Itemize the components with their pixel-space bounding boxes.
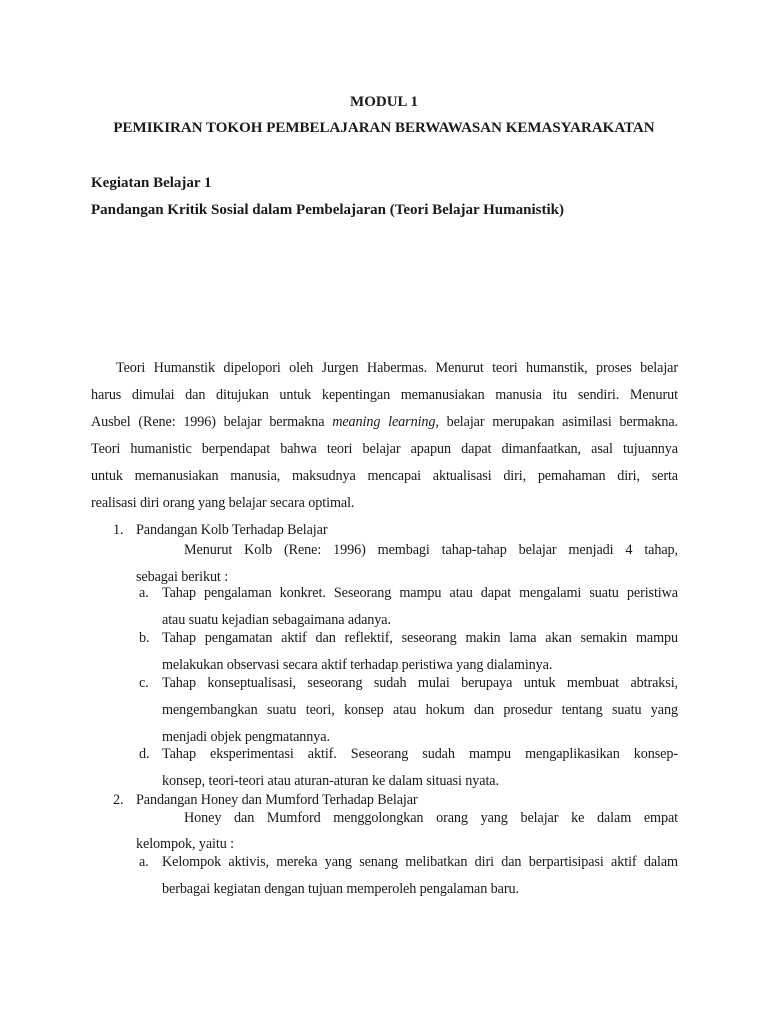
section-1-desc-line-2: sebagai berikut :	[136, 569, 229, 585]
section-2-desc-line-1: Honey dan Mumford menggolongkan orang yang belajar ke dalam empat	[184, 810, 678, 826]
list-item-line: Tahap eksperimentasi aktif. Seseorang sudah mampu mengaplikasikan konsep-	[162, 746, 678, 762]
module-number: MODUL 1	[350, 94, 418, 110]
intro-line-1: Teori Humanstik dipelopori oleh Jurgen Habermas. Menurut teori humanstik, proses belajar	[116, 360, 678, 376]
list-item-line: berbagai kegiatan dengan tujuan memperoleh pengalaman baru.	[162, 881, 519, 897]
list-item-line: Tahap pengalaman konkret. Seseorang mampu atau dapat mengalami suatu peristiwa	[162, 585, 678, 601]
section-1-title: Pandangan Kolb Terhadap Belajar	[136, 522, 328, 538]
list-item-letter: a.	[139, 854, 149, 870]
list-item-letter: c.	[139, 675, 149, 691]
intro-line-2: harus dimulai dan ditujukan untuk kepentingan memanusiakan manusia itu sendiri. Menurut	[91, 387, 678, 403]
list-item-line: Tahap pengamatan aktif dan reflektif, seseorang makin lama akan semakin mampu	[162, 630, 678, 646]
list-item-letter: a.	[139, 585, 149, 601]
activity-label: Kegiatan Belajar 1	[91, 175, 212, 191]
meaning-learning-term: meaning learning	[332, 414, 436, 430]
list-item-line: atau suatu kejadian sebagaimana adanya.	[162, 612, 391, 628]
list-item-line: konsep, teori-teori atau aturan-aturan ke dalam situasi nyata.	[162, 773, 499, 789]
list-item-line: mengembangkan suatu teori, konsep atau hokum dan prosedur tentang suatu yang	[162, 702, 678, 718]
section-1-desc-line-1: Menurut Kolb (Rene: 1996) membagi tahap-tahap belajar menjadi 4 tahap,	[184, 542, 678, 558]
list-item-letter: b.	[139, 630, 150, 646]
intro-line-5: untuk memanusiakan manusia, maksudnya mencapai aktualisasi diri, pemahaman diri, serta	[91, 468, 678, 484]
list-item-line: Kelompok aktivis, mereka yang senang melibatkan diri dan berpartisipasi aktif dalam	[162, 854, 678, 870]
module-title: PEMIKIRAN TOKOH PEMBELAJARAN BERWAWASAN KEMASYARAKATAN	[113, 120, 655, 136]
section-2-title: Pandangan Honey dan Mumford Terhadap Belajar	[136, 792, 418, 808]
list-item-line: menjadi objek pengmatannya.	[162, 729, 330, 745]
section-2-number: 2.	[113, 792, 124, 808]
list-item-line: melakukan observasi secara aktif terhadap peristiwa yang dialaminya.	[162, 657, 553, 673]
intro-line-3: Ausbel (Rene: 1996) belajar bermakna meaning learning, belajar merupakan asimilasi bermakna.	[91, 414, 679, 430]
list-item-line: Tahap konseptualisasi, seseorang sudah mulai berupaya untuk membuat abtraksi,	[162, 675, 678, 691]
activity-subtitle: Pandangan Kritik Sosial dalam Pembelajaran (Teori Belajar Humanistik)	[91, 202, 564, 218]
intro-line-4: Teori humanistic berpendapat bahwa teori belajar apapun dapat dimanfaatkan, asal tujuannya	[91, 441, 678, 457]
list-item-letter: d.	[139, 746, 150, 762]
section-1-number: 1.	[113, 522, 124, 538]
section-2-desc-line-2: kelompok, yaitu :	[136, 836, 234, 852]
intro-line-6: realisasi diri orang yang belajar secara optimal.	[91, 495, 355, 511]
